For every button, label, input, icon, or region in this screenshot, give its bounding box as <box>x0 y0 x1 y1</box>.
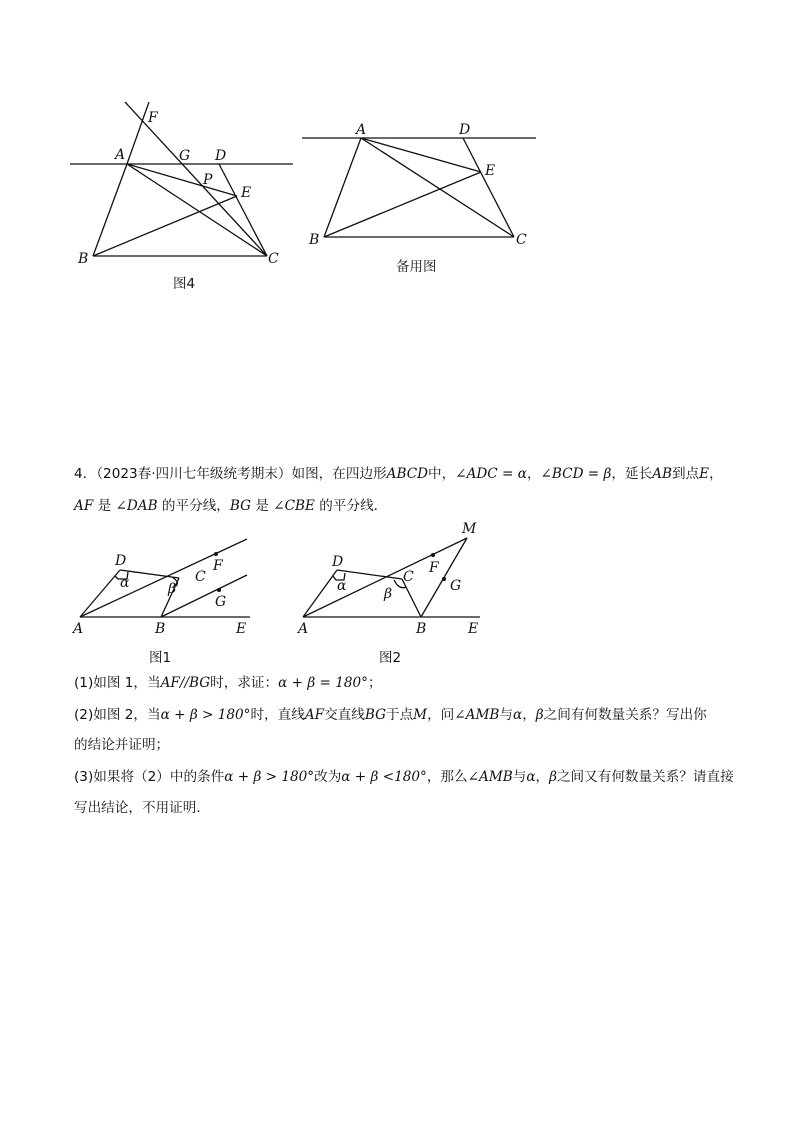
label-e: E <box>485 163 496 179</box>
af-text: AF <box>74 498 94 514</box>
question-text: ， <box>522 707 536 723</box>
question-text: (1)如图 1，当 <box>74 675 161 691</box>
question-text: ，问 <box>427 707 455 723</box>
segment-dc <box>463 138 514 237</box>
point-e-text: E <box>699 466 710 482</box>
label-g: G <box>179 148 191 164</box>
bg-text: BG <box>364 707 386 723</box>
question-text: ， <box>535 769 550 785</box>
point-g <box>442 577 446 581</box>
angle-amb: ∠AMB <box>467 769 513 785</box>
question-text: ； <box>367 675 382 691</box>
question-text: 交直线 <box>324 707 365 723</box>
question-1 <box>74 673 754 693</box>
caption-spare: 备用图 <box>396 259 437 275</box>
label-alpha: α <box>337 578 347 594</box>
label-e: E <box>241 185 252 201</box>
bg-text: BG <box>189 675 211 691</box>
label-p: P <box>203 172 213 188</box>
figure-2 <box>295 518 495 668</box>
beta-text: β <box>549 769 557 785</box>
segment-be <box>324 172 481 237</box>
figure-4 <box>60 95 310 300</box>
af-text: AF <box>160 675 180 691</box>
label-m: M <box>462 521 477 537</box>
line-fc <box>125 102 267 256</box>
problem-text: 的平分线． <box>314 498 388 514</box>
segment-be <box>93 196 237 256</box>
problem-number: 4． <box>74 466 97 482</box>
question-2-line-2 <box>74 735 754 755</box>
question-text: 时，直线 <box>250 707 305 723</box>
angle-adc: ∠ADC = α <box>455 466 527 482</box>
label-b: B <box>309 232 320 248</box>
question-text: 与 <box>512 769 527 785</box>
label-c: C <box>195 569 206 585</box>
label-a: A <box>298 621 309 637</box>
label-g: G <box>450 578 462 594</box>
question-text: ，那么 <box>426 769 468 785</box>
question-text: (2)如图 2，当 <box>74 707 161 723</box>
caption-fig1: 图1 <box>149 650 172 666</box>
segment-ab <box>324 138 361 237</box>
segment-ad <box>80 570 120 617</box>
point-g <box>217 588 221 592</box>
label-b: B <box>78 251 89 267</box>
segment-ab <box>93 164 127 256</box>
segment-ac <box>361 138 514 237</box>
segment-ad <box>303 570 337 617</box>
angle-bcd: ∠BCD = β <box>540 466 612 482</box>
bg-text: BG <box>229 498 252 514</box>
label-f: F <box>213 558 223 574</box>
question-text: 与 <box>499 707 513 723</box>
line-am <box>303 538 467 617</box>
problem-source: （2023春·四川七年级统考期末） <box>96 466 292 482</box>
label-d: D <box>115 553 127 569</box>
question-text: 改为 <box>314 769 342 785</box>
af-text: AF <box>304 707 325 723</box>
segment-ac <box>127 164 267 256</box>
parallel-sign: // <box>179 675 190 691</box>
question-text: 之间又有何数量关系？请直接 <box>556 769 734 785</box>
problem-text: ， <box>526 466 541 482</box>
question-text: (3)如果将（2）中的条件 <box>74 769 225 785</box>
beta-text: β <box>535 707 544 723</box>
condition-old: α + β > 180° <box>224 769 315 785</box>
problem-line-1 <box>74 464 754 484</box>
question-text: 时，求证： <box>210 675 279 691</box>
problem-text: 的平分线， <box>157 498 230 514</box>
alpha-text: α <box>513 707 523 723</box>
label-d: D <box>459 122 471 138</box>
point-f <box>431 553 435 557</box>
figure-spare <box>300 118 550 283</box>
angle-amb: ∠AMB <box>454 707 500 723</box>
label-b: B <box>155 621 166 637</box>
point-m-text: M <box>413 707 428 723</box>
label-c: C <box>403 569 414 585</box>
question-text: 之间有何数量关系？写出你 <box>543 707 707 723</box>
segment-a-f <box>127 102 149 164</box>
problem-text: 如图，在四边形 <box>291 466 387 482</box>
label-b: B <box>416 621 427 637</box>
question-text: 的结论并证明； <box>74 737 170 753</box>
segment-ae <box>127 164 237 196</box>
label-c: C <box>516 232 527 248</box>
label-g: G <box>215 594 227 610</box>
problem-text: 到点 <box>671 466 700 482</box>
problem-text: 中， <box>428 466 456 482</box>
label-beta: β <box>384 586 393 602</box>
problem-text: ，延长 <box>611 466 653 482</box>
angle-dab: ∠DAB <box>115 498 158 514</box>
quad-name: ABCD <box>386 466 429 482</box>
label-e: E <box>468 621 479 637</box>
question-3-line-1 <box>74 767 754 787</box>
label-e: E <box>236 621 247 637</box>
label-a: A <box>115 147 126 163</box>
question-2-line-1 <box>74 705 754 725</box>
label-a: A <box>73 621 84 637</box>
question-text: 于点 <box>385 707 414 723</box>
problem-text: 是 <box>251 498 274 514</box>
question-text: 写出结论，不用证明． <box>74 800 210 816</box>
alpha-text: α <box>526 769 536 785</box>
point-f <box>214 552 218 556</box>
segment-dc <box>219 164 267 256</box>
label-a: A <box>356 122 367 138</box>
label-f: F <box>429 560 439 576</box>
question-3-line-2 <box>74 798 754 818</box>
equation: α + β = 180° <box>278 675 368 691</box>
figure-1 <box>68 528 268 668</box>
caption-fig2: 图2 <box>379 650 402 666</box>
angle-cbe: ∠CBE <box>273 498 315 514</box>
problem-text: 是 <box>93 498 116 514</box>
condition: α + β > 180° <box>160 707 251 723</box>
caption-fig4: 图4 <box>173 276 196 292</box>
problem-line-2 <box>74 496 754 516</box>
problem-text: ， <box>709 466 723 482</box>
label-f: F <box>148 110 158 126</box>
condition-new: α + β <180° <box>341 769 427 785</box>
label-alpha: α <box>120 575 130 591</box>
label-d: D <box>332 554 344 570</box>
segment-ae <box>361 138 481 172</box>
label-c: C <box>268 251 279 267</box>
label-d: D <box>215 148 227 164</box>
segment-ab-text: AB <box>652 466 672 482</box>
label-beta: β <box>168 581 177 597</box>
